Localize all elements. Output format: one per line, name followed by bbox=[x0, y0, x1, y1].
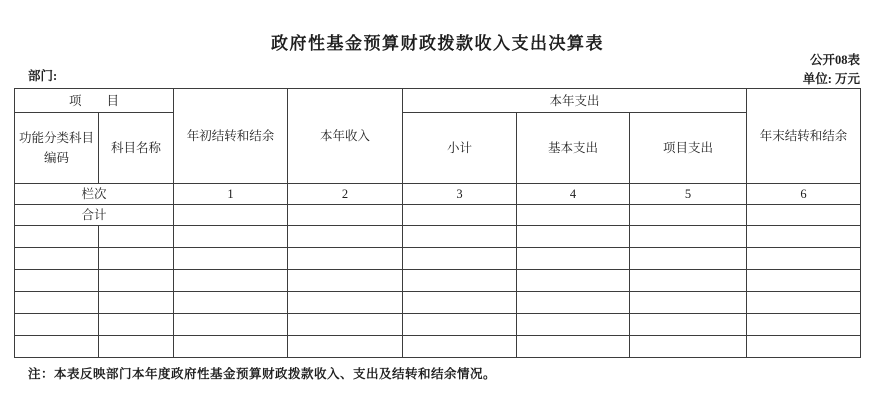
empty-cell bbox=[517, 226, 630, 248]
empty-cell bbox=[747, 226, 861, 248]
empty-cell bbox=[747, 336, 861, 358]
column-index-2: 2 bbox=[288, 184, 403, 205]
meta-right bbox=[803, 51, 860, 89]
header-basic-expense: 基本支出 bbox=[517, 113, 630, 184]
header-end-balance: 年末结转和结余 bbox=[747, 89, 861, 184]
empty-cell bbox=[15, 226, 99, 248]
empty-cell bbox=[630, 270, 747, 292]
empty-cell bbox=[288, 270, 403, 292]
empty-cell bbox=[630, 248, 747, 270]
empty-cell bbox=[99, 270, 174, 292]
empty-cell bbox=[174, 248, 288, 270]
header-row-2 bbox=[15, 113, 861, 184]
budget-table bbox=[14, 88, 861, 358]
empty-cell bbox=[747, 248, 861, 270]
empty-cell bbox=[517, 248, 630, 270]
empty-cell bbox=[15, 314, 99, 336]
empty-cell bbox=[630, 314, 747, 336]
empty-cell bbox=[403, 226, 517, 248]
column-index-6: 6 bbox=[747, 184, 861, 205]
total-label: 合计 bbox=[15, 205, 174, 226]
empty-cell bbox=[174, 336, 288, 358]
empty-cell bbox=[174, 314, 288, 336]
empty-data-row bbox=[15, 292, 861, 314]
empty-cell bbox=[517, 336, 630, 358]
column-index-1: 1 bbox=[174, 184, 288, 205]
empty-cell bbox=[517, 270, 630, 292]
column-index-label: 栏次 bbox=[15, 184, 174, 205]
header-project-expense: 项目支出 bbox=[630, 113, 747, 184]
header-begin-balance: 年初结转和结余 bbox=[174, 89, 288, 184]
header-current-income: 本年收入 bbox=[288, 89, 403, 184]
empty-cell bbox=[288, 314, 403, 336]
empty-cell bbox=[15, 336, 99, 358]
empty-cell bbox=[99, 226, 174, 248]
empty-cell bbox=[288, 248, 403, 270]
header-subtotal: 小计 bbox=[403, 113, 517, 184]
empty-cell bbox=[630, 336, 747, 358]
empty-data-row bbox=[15, 314, 861, 336]
total-value-3 bbox=[403, 205, 517, 226]
empty-cell bbox=[15, 292, 99, 314]
empty-cell bbox=[15, 270, 99, 292]
empty-cell bbox=[517, 314, 630, 336]
header-row-1 bbox=[15, 89, 861, 113]
header-subject-name: 科目名称 bbox=[99, 113, 174, 184]
empty-cell bbox=[403, 248, 517, 270]
column-index-row bbox=[15, 184, 861, 205]
empty-cell bbox=[99, 248, 174, 270]
empty-cell bbox=[99, 314, 174, 336]
empty-cell bbox=[174, 292, 288, 314]
empty-cell bbox=[174, 270, 288, 292]
header-func-code-line1: 功能分类科目 bbox=[18, 131, 94, 145]
empty-cell bbox=[747, 270, 861, 292]
total-value-1 bbox=[174, 205, 288, 226]
empty-cell bbox=[403, 292, 517, 314]
empty-cell bbox=[99, 292, 174, 314]
empty-cell bbox=[630, 292, 747, 314]
header-func-code bbox=[15, 113, 99, 184]
column-index-3: 3 bbox=[403, 184, 517, 205]
empty-cell bbox=[99, 336, 174, 358]
empty-cell bbox=[174, 226, 288, 248]
empty-cell bbox=[630, 226, 747, 248]
form-number: 公开08表 bbox=[809, 53, 860, 67]
empty-cell bbox=[517, 292, 630, 314]
total-row bbox=[15, 205, 861, 226]
empty-data-row bbox=[15, 336, 861, 358]
header-func-code-line2: 编码 bbox=[43, 151, 69, 165]
total-value-5 bbox=[630, 205, 747, 226]
empty-cell bbox=[288, 336, 403, 358]
empty-data-row bbox=[15, 270, 861, 292]
total-value-2 bbox=[288, 205, 403, 226]
unit-label: 单位: 万元 bbox=[802, 72, 860, 86]
department-label: 部门: bbox=[28, 69, 58, 83]
empty-cell bbox=[403, 270, 517, 292]
empty-cell bbox=[403, 314, 517, 336]
empty-cell bbox=[403, 336, 517, 358]
empty-data-row bbox=[15, 226, 861, 248]
column-index-5: 5 bbox=[630, 184, 747, 205]
column-index-4: 4 bbox=[517, 184, 630, 205]
empty-cell bbox=[288, 226, 403, 248]
total-value-4 bbox=[517, 205, 630, 226]
empty-cell bbox=[747, 292, 861, 314]
empty-cell bbox=[15, 248, 99, 270]
footnote: 注：本表反映部门本年度政府性基金预算财政拨款收入、支出及结转和结余情况。 bbox=[28, 367, 497, 381]
empty-data-row bbox=[15, 248, 861, 270]
header-current-expense: 本年支出 bbox=[403, 89, 747, 113]
page-title: 政府性基金预算财政拨款收入支出决算表 bbox=[271, 34, 604, 53]
header-item: 项 目 bbox=[15, 89, 174, 113]
budget-table-body bbox=[15, 89, 861, 358]
empty-cell bbox=[288, 292, 403, 314]
total-value-6 bbox=[747, 205, 861, 226]
empty-cell bbox=[747, 314, 861, 336]
